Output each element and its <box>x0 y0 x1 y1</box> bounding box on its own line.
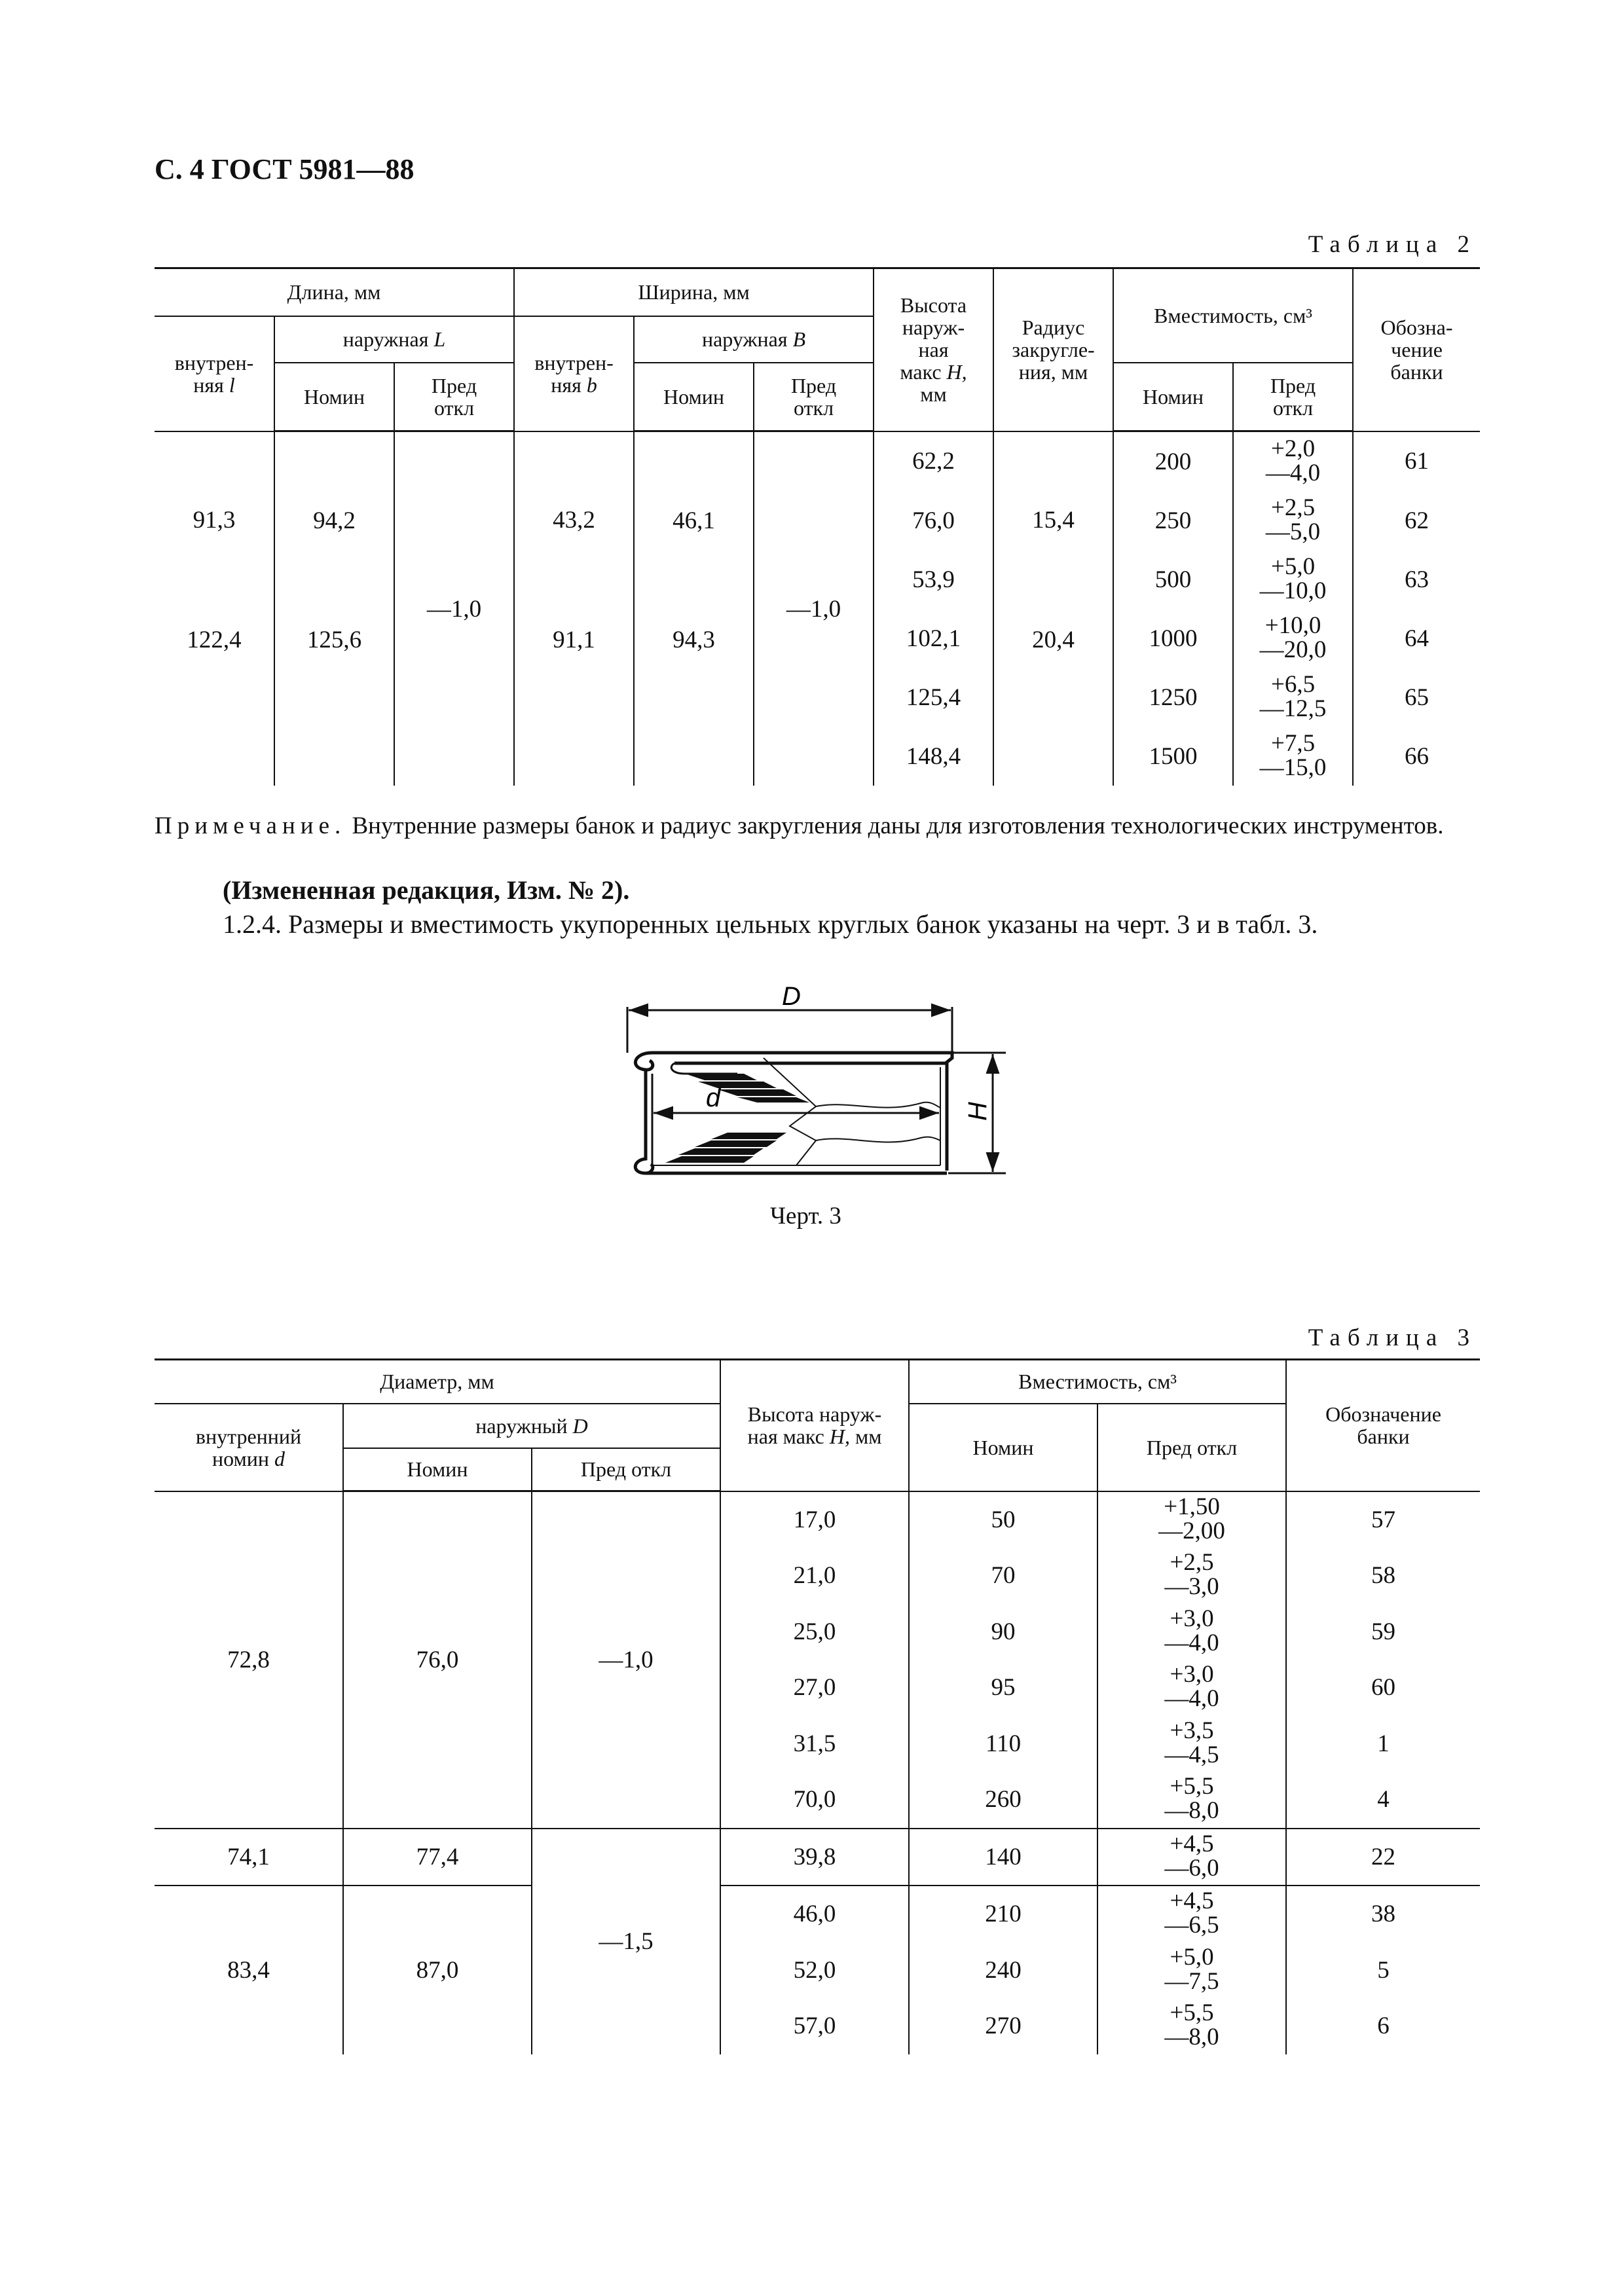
capacity-header: Вместимость, см³ <box>909 1360 1286 1404</box>
length-header: Длина, мм <box>155 268 514 316</box>
page-header: С. 4 ГОСТ 5981—88 <box>155 153 415 185</box>
outer-B-cell: 94,3 <box>634 609 754 786</box>
outer-B-cell: 46,1 <box>634 431 754 610</box>
table2-note <box>155 812 1480 841</box>
height-cell: 148,4 <box>874 727 993 786</box>
capacity-dev-cell: +2,0 —4,0 <box>1233 431 1353 492</box>
outer-L-cell: 125,6 <box>274 609 394 786</box>
capacity-dev-header: Пред откл <box>1097 1404 1286 1491</box>
capacity-cell: 500 <box>1113 550 1233 609</box>
inner-b-header: внутрен- няя b <box>514 316 634 431</box>
height-header: Высота наруж- ная макс H, мм <box>720 1360 909 1491</box>
outer-L-cell: 94,2 <box>274 431 394 610</box>
inner-d-cell: 74,1 <box>155 1829 343 1886</box>
outer-B-dev-cell: —1,0 <box>754 431 874 786</box>
label-H: H <box>963 1102 992 1121</box>
capacity-cell: 260 <box>909 1772 1097 1829</box>
height-header: Высота наруж- ная макс H, мм <box>874 268 993 431</box>
capacity-dev-cell: +2,5 —3,0 <box>1097 1548 1286 1604</box>
capacity-dev-cell: +2,5 —5,0 <box>1233 491 1353 550</box>
outer-D-cell: 76,0 <box>343 1491 532 1829</box>
capacity-cell: 95 <box>909 1660 1097 1716</box>
capacity-cell: 1250 <box>1113 668 1233 727</box>
can-drawing <box>613 969 1019 1185</box>
code-cell: 4 <box>1286 1772 1480 1829</box>
code-cell: 6 <box>1286 1998 1480 2054</box>
diameter-header: Диаметр, мм <box>155 1360 720 1404</box>
capacity-dev-cell: +4,5 —6,5 <box>1097 1886 1286 1942</box>
outer-L-header: наружная L <box>274 316 514 363</box>
code-cell: 66 <box>1353 727 1480 786</box>
inner-b-cell: 43,2 <box>514 431 634 610</box>
table-row <box>155 431 1480 492</box>
table2-caption: Таблица 2 <box>1308 231 1477 258</box>
capacity-cell: 1000 <box>1113 609 1233 668</box>
height-cell: 39,8 <box>720 1829 909 1886</box>
outer-D-dev-header: Пред откл <box>532 1448 720 1491</box>
inner-d-cell: 72,8 <box>155 1491 343 1829</box>
capacity-header: Вместимость, см³ <box>1113 268 1353 363</box>
label-d: d <box>706 1084 721 1112</box>
inner-d-cell: 83,4 <box>155 1886 343 2054</box>
radius-cell: 15,4 <box>993 431 1113 610</box>
code-cell: 59 <box>1286 1604 1480 1660</box>
code-cell: 58 <box>1286 1548 1480 1604</box>
height-cell: 70,0 <box>720 1772 909 1829</box>
length-nom-header: Номин <box>274 363 394 431</box>
width-dev-header: Пред откл <box>754 363 874 431</box>
inner-b-cell: 91,1 <box>514 609 634 786</box>
height-cell: 25,0 <box>720 1604 909 1660</box>
height-cell: 76,0 <box>874 491 993 550</box>
code-cell: 1 <box>1286 1716 1480 1772</box>
inner-l-cell: 91,3 <box>155 431 274 610</box>
label-D: D <box>782 982 801 1011</box>
radius-header: Радиус закругле- ния, мм <box>993 268 1113 431</box>
width-header: Ширина, мм <box>514 268 874 316</box>
outer-D-dev-cell: —1,5 <box>532 1829 720 2054</box>
outer-L-dev-cell: —1,0 <box>394 431 514 786</box>
capacity-dev-cell: +4,5 —6,0 <box>1097 1829 1286 1886</box>
height-cell: 31,5 <box>720 1716 909 1772</box>
capacity-dev-header: Пред откл <box>1233 363 1353 431</box>
capacity-cell: 90 <box>909 1604 1097 1660</box>
capacity-dev-cell: +5,0 —7,5 <box>1097 1942 1286 1999</box>
height-cell: 57,0 <box>720 1998 909 2054</box>
outer-D-cell: 87,0 <box>343 1886 532 2054</box>
capacity-cell: 50 <box>909 1491 1097 1548</box>
capacity-cell: 250 <box>1113 491 1233 550</box>
outer-D-header: наружный D <box>343 1404 720 1448</box>
outer-D-cell: 77,4 <box>343 1829 532 1886</box>
height-cell: 53,9 <box>874 550 993 609</box>
table3-caption: Таблица 3 <box>1308 1324 1477 1351</box>
capacity-dev-cell: +7,5 —15,0 <box>1233 727 1353 786</box>
note-text: Внутренние размеры банок и радиус закругления даны для изготовления технологических инструментов. <box>346 812 1444 839</box>
capacity-nom-header: Номин <box>909 1404 1097 1491</box>
capacity-dev-cell: +5,5 —8,0 <box>1097 1772 1286 1829</box>
table-2 <box>155 267 1480 786</box>
table-3 <box>155 1358 1480 2054</box>
code-cell: 62 <box>1353 491 1480 550</box>
capacity-dev-cell: +3,0 —4,0 <box>1097 1660 1286 1716</box>
capacity-dev-cell: +5,5 —8,0 <box>1097 1998 1286 2054</box>
capacity-dev-cell: +3,5 —4,5 <box>1097 1716 1286 1772</box>
code-cell: 57 <box>1286 1491 1480 1548</box>
capacity-cell: 70 <box>909 1548 1097 1604</box>
outer-B-header: наружная B <box>634 316 874 363</box>
height-cell: 125,4 <box>874 668 993 727</box>
code-cell: 22 <box>1286 1829 1480 1886</box>
capacity-nom-header: Номин <box>1113 363 1233 431</box>
table-row <box>155 1829 1480 1886</box>
length-dev-header: Пред откл <box>394 363 514 431</box>
capacity-dev-cell: +3,0 —4,0 <box>1097 1604 1286 1660</box>
height-cell: 21,0 <box>720 1548 909 1604</box>
code-cell: 60 <box>1286 1660 1480 1716</box>
height-cell: 46,0 <box>720 1886 909 1942</box>
capacity-cell: 140 <box>909 1829 1097 1886</box>
height-cell: 62,2 <box>874 431 993 492</box>
code-cell: 38 <box>1286 1886 1480 1942</box>
paragraph-1-2-4: 1.2.4. Размеры и вместимость укупоренных цельных круглых банок указаны на черт. 3 и в табл. 3. <box>223 909 1318 939</box>
capacity-dev-cell: +1,50 —2,00 <box>1097 1491 1286 1548</box>
code-cell: 65 <box>1353 668 1480 727</box>
table-row <box>155 1491 1480 1548</box>
height-cell: 52,0 <box>720 1942 909 1999</box>
capacity-cell: 200 <box>1113 431 1233 492</box>
capacity-cell: 110 <box>909 1716 1097 1772</box>
code-cell: 5 <box>1286 1942 1480 1999</box>
height-cell: 27,0 <box>720 1660 909 1716</box>
inner-l-header: внутрен- няя l <box>155 316 274 431</box>
capacity-cell: 270 <box>909 1998 1097 2054</box>
capacity-cell: 240 <box>909 1942 1097 1999</box>
code-cell: 63 <box>1353 550 1480 609</box>
inner-d-header: внутренний номин d <box>155 1404 343 1491</box>
outer-D-dev-cell: —1,0 <box>532 1491 720 1829</box>
code-cell: 61 <box>1353 431 1480 492</box>
capacity-dev-cell: +10,0 —20,0 <box>1233 609 1353 668</box>
code-cell: 64 <box>1353 609 1480 668</box>
capacity-dev-cell: +5,0 —10,0 <box>1233 550 1353 609</box>
height-cell: 17,0 <box>720 1491 909 1548</box>
code-header: Обозна- чение банки <box>1353 268 1480 431</box>
radius-cell: 20,4 <box>993 609 1113 786</box>
capacity-cell: 1500 <box>1113 727 1233 786</box>
width-nom-header: Номин <box>634 363 754 431</box>
figure-caption: Черт. 3 <box>770 1203 841 1230</box>
capacity-dev-cell: +6,5 —12,5 <box>1233 668 1353 727</box>
inner-l-cell: 122,4 <box>155 609 274 786</box>
height-cell: 102,1 <box>874 609 993 668</box>
note-label: Примечание. <box>155 812 346 839</box>
capacity-cell: 210 <box>909 1886 1097 1942</box>
edited-notice: (Измененная редакция, Изм. № 2). <box>223 875 630 905</box>
table-row <box>155 1886 1480 1942</box>
outer-D-nom-header: Номин <box>343 1448 532 1491</box>
code-header: Обозначение банки <box>1286 1360 1480 1491</box>
